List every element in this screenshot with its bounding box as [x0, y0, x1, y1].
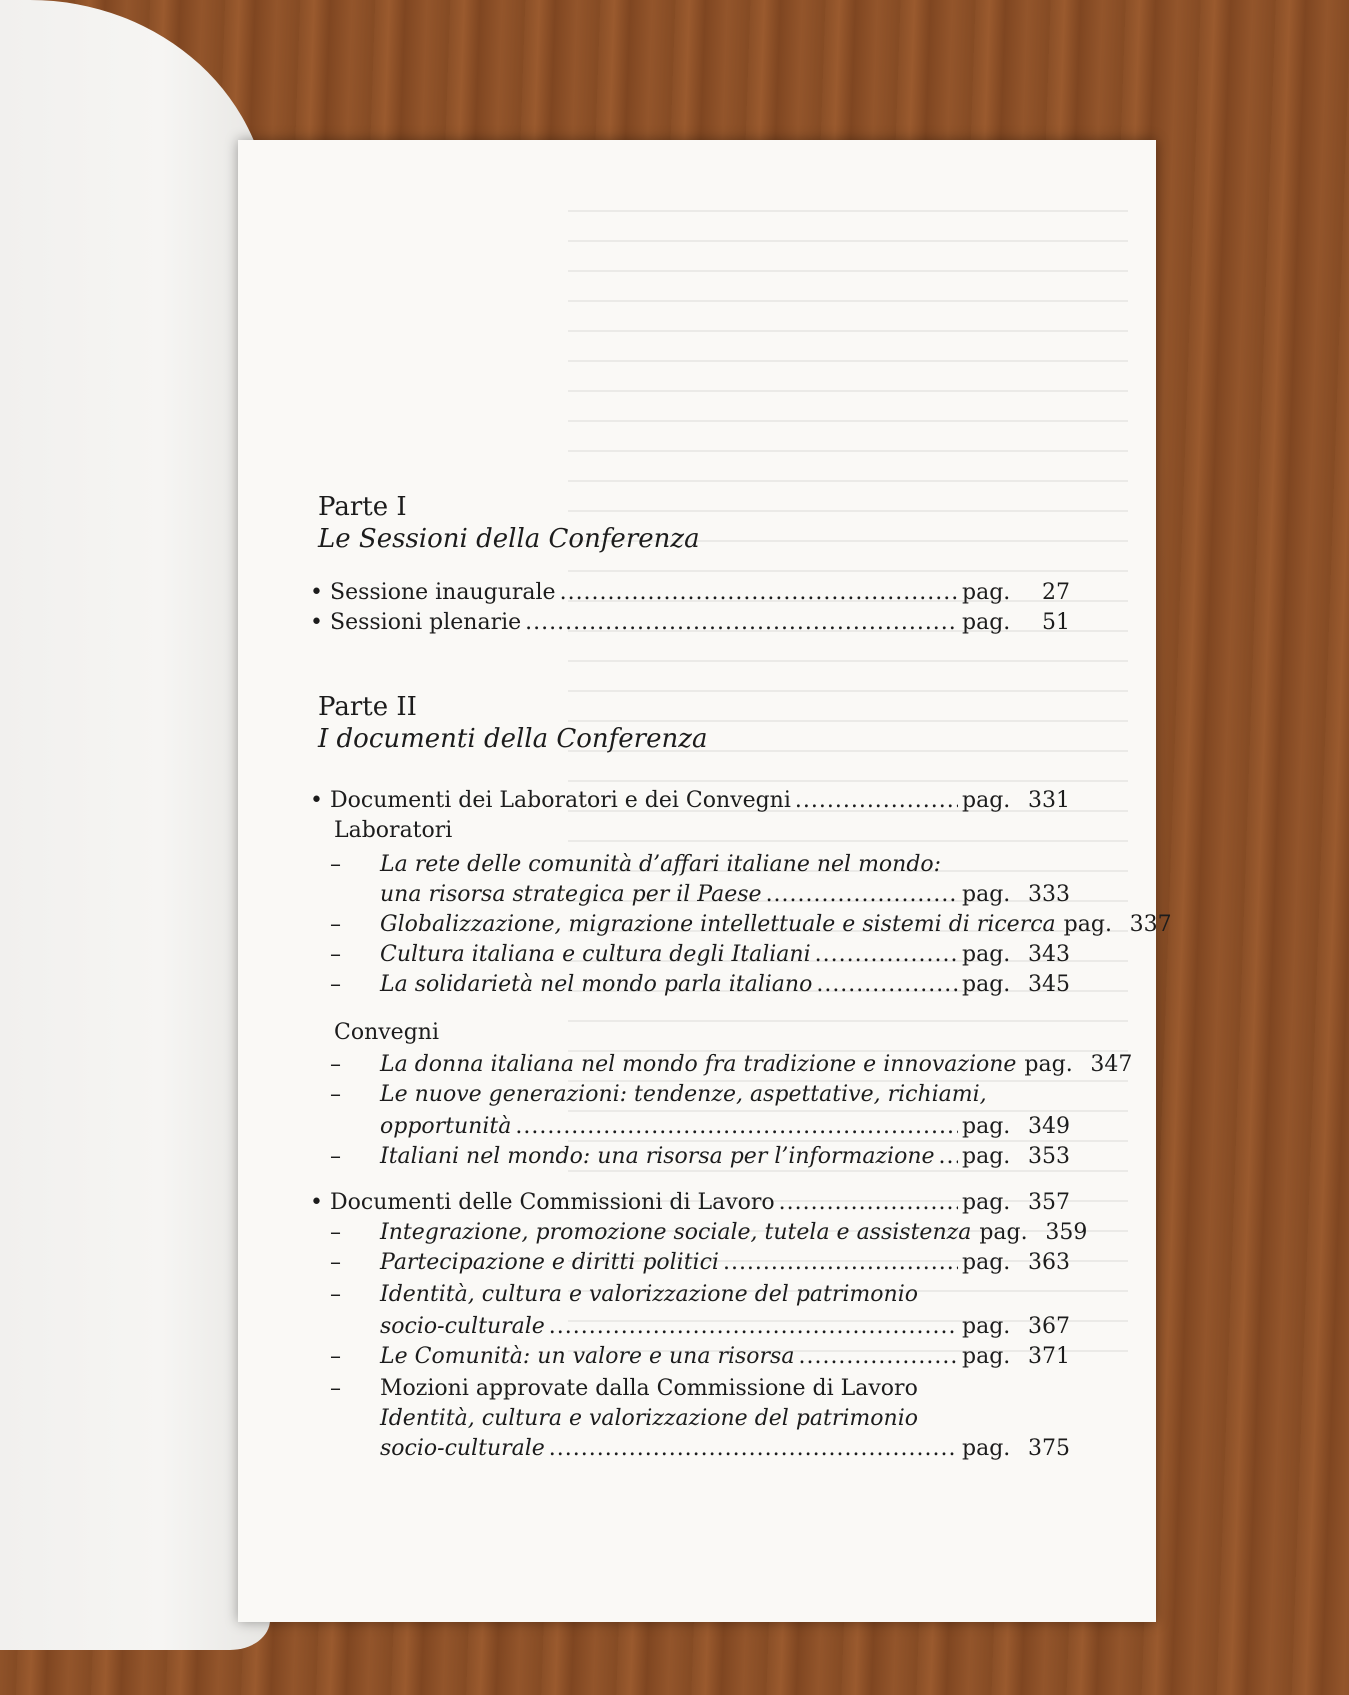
leader-dots	[815, 942, 958, 967]
section-heading-laboratori: Laboratori	[334, 818, 453, 843]
part-1-title: Parte I	[318, 492, 407, 522]
entry-label-line1: La rete delle comunità d’affari italiane nel mondo:	[380, 852, 942, 877]
toc-entry	[310, 580, 1070, 610]
toc-entry	[310, 1052, 1133, 1082]
entry-label: La solidarietà nel mondo parla italiano	[380, 972, 813, 997]
entry-label: socio-culturale	[380, 1436, 545, 1461]
toc-entry-line	[310, 852, 1070, 882]
dash-icon: –	[330, 912, 341, 937]
pag-label: pag.	[962, 1314, 1011, 1339]
toc-entry	[310, 1250, 1070, 1280]
leader-dots	[560, 580, 958, 605]
pag-label: pag.	[962, 1114, 1011, 1139]
entry-label-line1: Mozioni approvate dalla Commissione di Lavoro	[380, 1376, 918, 1401]
dash-icon: –	[330, 1052, 341, 1077]
right-page	[238, 140, 1172, 1622]
toc-entry	[310, 882, 1070, 912]
pag-label: pag.	[962, 610, 1011, 635]
dash-icon: –	[330, 1282, 341, 1307]
leader-dots	[766, 882, 958, 907]
page-number: 367	[1028, 1314, 1070, 1339]
entry-label: Documenti delle Commissioni di Lavoro	[330, 1190, 775, 1215]
page-number: 357	[1028, 1190, 1070, 1215]
pag-label: pag.	[962, 972, 1011, 997]
page-number: 359	[1045, 1220, 1088, 1245]
toc-entry	[310, 610, 1070, 640]
pag-label: pag.	[979, 1220, 1028, 1245]
entry-label: una risorsa strategica per il Paese	[380, 882, 762, 907]
leader-dots	[795, 788, 958, 813]
dash-icon: –	[330, 1220, 341, 1245]
entry-label: Sessione inaugurale	[330, 580, 556, 605]
entry-label-line2: Identità, cultura e valorizzazione del patrimonio	[380, 1406, 918, 1431]
page-number: 333	[1028, 882, 1070, 907]
toc-entry-line	[310, 1376, 1070, 1406]
entry-label: socio-culturale	[380, 1314, 545, 1339]
pag-label: pag.	[1063, 912, 1112, 937]
page-number: 343	[1028, 942, 1070, 967]
page-number: 375	[1028, 1436, 1070, 1461]
part-2-title: Parte II	[318, 692, 417, 722]
pag-label: pag.	[962, 942, 1011, 967]
dash-icon: –	[330, 1082, 341, 1107]
page-number: 353	[1028, 1144, 1070, 1169]
toc-entry	[310, 1190, 1070, 1220]
toc-entry	[310, 1144, 1070, 1174]
part-2-subtitle: I documenti della Conferenza	[318, 724, 708, 754]
entry-label: Documenti dei Laboratori e dei Convegni	[330, 788, 791, 813]
pag-label: pag.	[962, 1190, 1011, 1215]
pag-label: pag.	[962, 1344, 1011, 1369]
toc-entry	[310, 972, 1070, 1002]
dash-icon: –	[330, 1250, 341, 1275]
pag-label: pag.	[962, 1144, 1011, 1169]
entry-label: opportunità	[380, 1114, 512, 1139]
bullet-icon: •	[310, 1190, 323, 1215]
dash-icon: –	[330, 852, 341, 877]
page-number: 349	[1028, 1114, 1070, 1139]
section-heading-convegni: Convegni	[334, 1020, 439, 1045]
page-number: 345	[1028, 972, 1070, 997]
toc-entry	[310, 1436, 1070, 1466]
pag-label: pag.	[1024, 1052, 1073, 1077]
leader-dots	[939, 1144, 958, 1169]
entry-label-line1: Le nuove generazioni: tendenze, aspettative, richiami,	[380, 1082, 987, 1107]
dash-icon: –	[330, 972, 341, 997]
toc-entry-line	[310, 1406, 1070, 1436]
entry-label: Le Comunità: un valore e una risorsa	[380, 1344, 795, 1369]
toc-entry	[310, 1314, 1070, 1344]
bullet-icon: •	[310, 610, 323, 635]
entry-label: Cultura italiana e cultura degli Italiani	[380, 942, 811, 967]
entry-label-line1: Identità, cultura e valorizzazione del patrimonio	[380, 1282, 918, 1307]
page-number: 347	[1090, 1052, 1133, 1077]
leader-dots	[549, 1436, 958, 1461]
toc-entry	[310, 1220, 1088, 1250]
pag-label: pag.	[962, 1436, 1011, 1461]
bullet-icon: •	[310, 788, 323, 813]
leader-dots	[816, 972, 958, 997]
pag-label: pag.	[962, 882, 1011, 907]
bullet-icon: •	[310, 580, 323, 605]
leader-dots	[798, 1344, 958, 1369]
entry-label: Integrazione, promozione sociale, tutela e assistenza	[380, 1220, 972, 1245]
dash-icon: –	[330, 1144, 341, 1169]
toc-entry	[310, 912, 1172, 942]
leader-dots	[549, 1314, 958, 1339]
page-number: 363	[1028, 1250, 1070, 1275]
toc-entry	[310, 942, 1070, 972]
page-number: 331	[1028, 788, 1070, 813]
page-number: 51	[1042, 610, 1070, 635]
leader-dots	[723, 1250, 958, 1275]
pag-label: pag.	[962, 1250, 1011, 1275]
entry-label: Sessioni plenarie	[330, 610, 522, 635]
toc-entry-line	[310, 1282, 1070, 1312]
leader-dots	[515, 1114, 958, 1139]
dash-icon: –	[330, 1344, 341, 1369]
entry-label: Italiani nel mondo: una risorsa per l’informazione	[380, 1144, 935, 1169]
page-number: 337	[1129, 912, 1172, 937]
entry-label: Partecipazione e diritti politici	[380, 1250, 719, 1275]
leader-dots	[525, 610, 958, 635]
entry-label: La donna italiana nel mondo fra tradizione e innovazione	[380, 1052, 1017, 1077]
toc-entry	[310, 1344, 1070, 1374]
left-page	[0, 0, 270, 1650]
page-number: 27	[1042, 580, 1070, 605]
part-1-subtitle: Le Sessioni della Conferenza	[318, 524, 700, 554]
entry-label: Globalizzazione, migrazione intellettuale e sistemi di ricerca	[380, 912, 1056, 937]
toc-entry	[310, 1114, 1070, 1144]
pag-label: pag.	[962, 580, 1011, 605]
toc-entry-line	[310, 1082, 1070, 1112]
page-number: 371	[1028, 1344, 1070, 1369]
pag-label: pag.	[962, 788, 1011, 813]
leader-dots	[779, 1190, 958, 1215]
table-of-contents	[238, 140, 1172, 1622]
dash-icon: –	[330, 1376, 341, 1401]
toc-entry	[310, 788, 1070, 818]
dash-icon: –	[330, 942, 341, 967]
